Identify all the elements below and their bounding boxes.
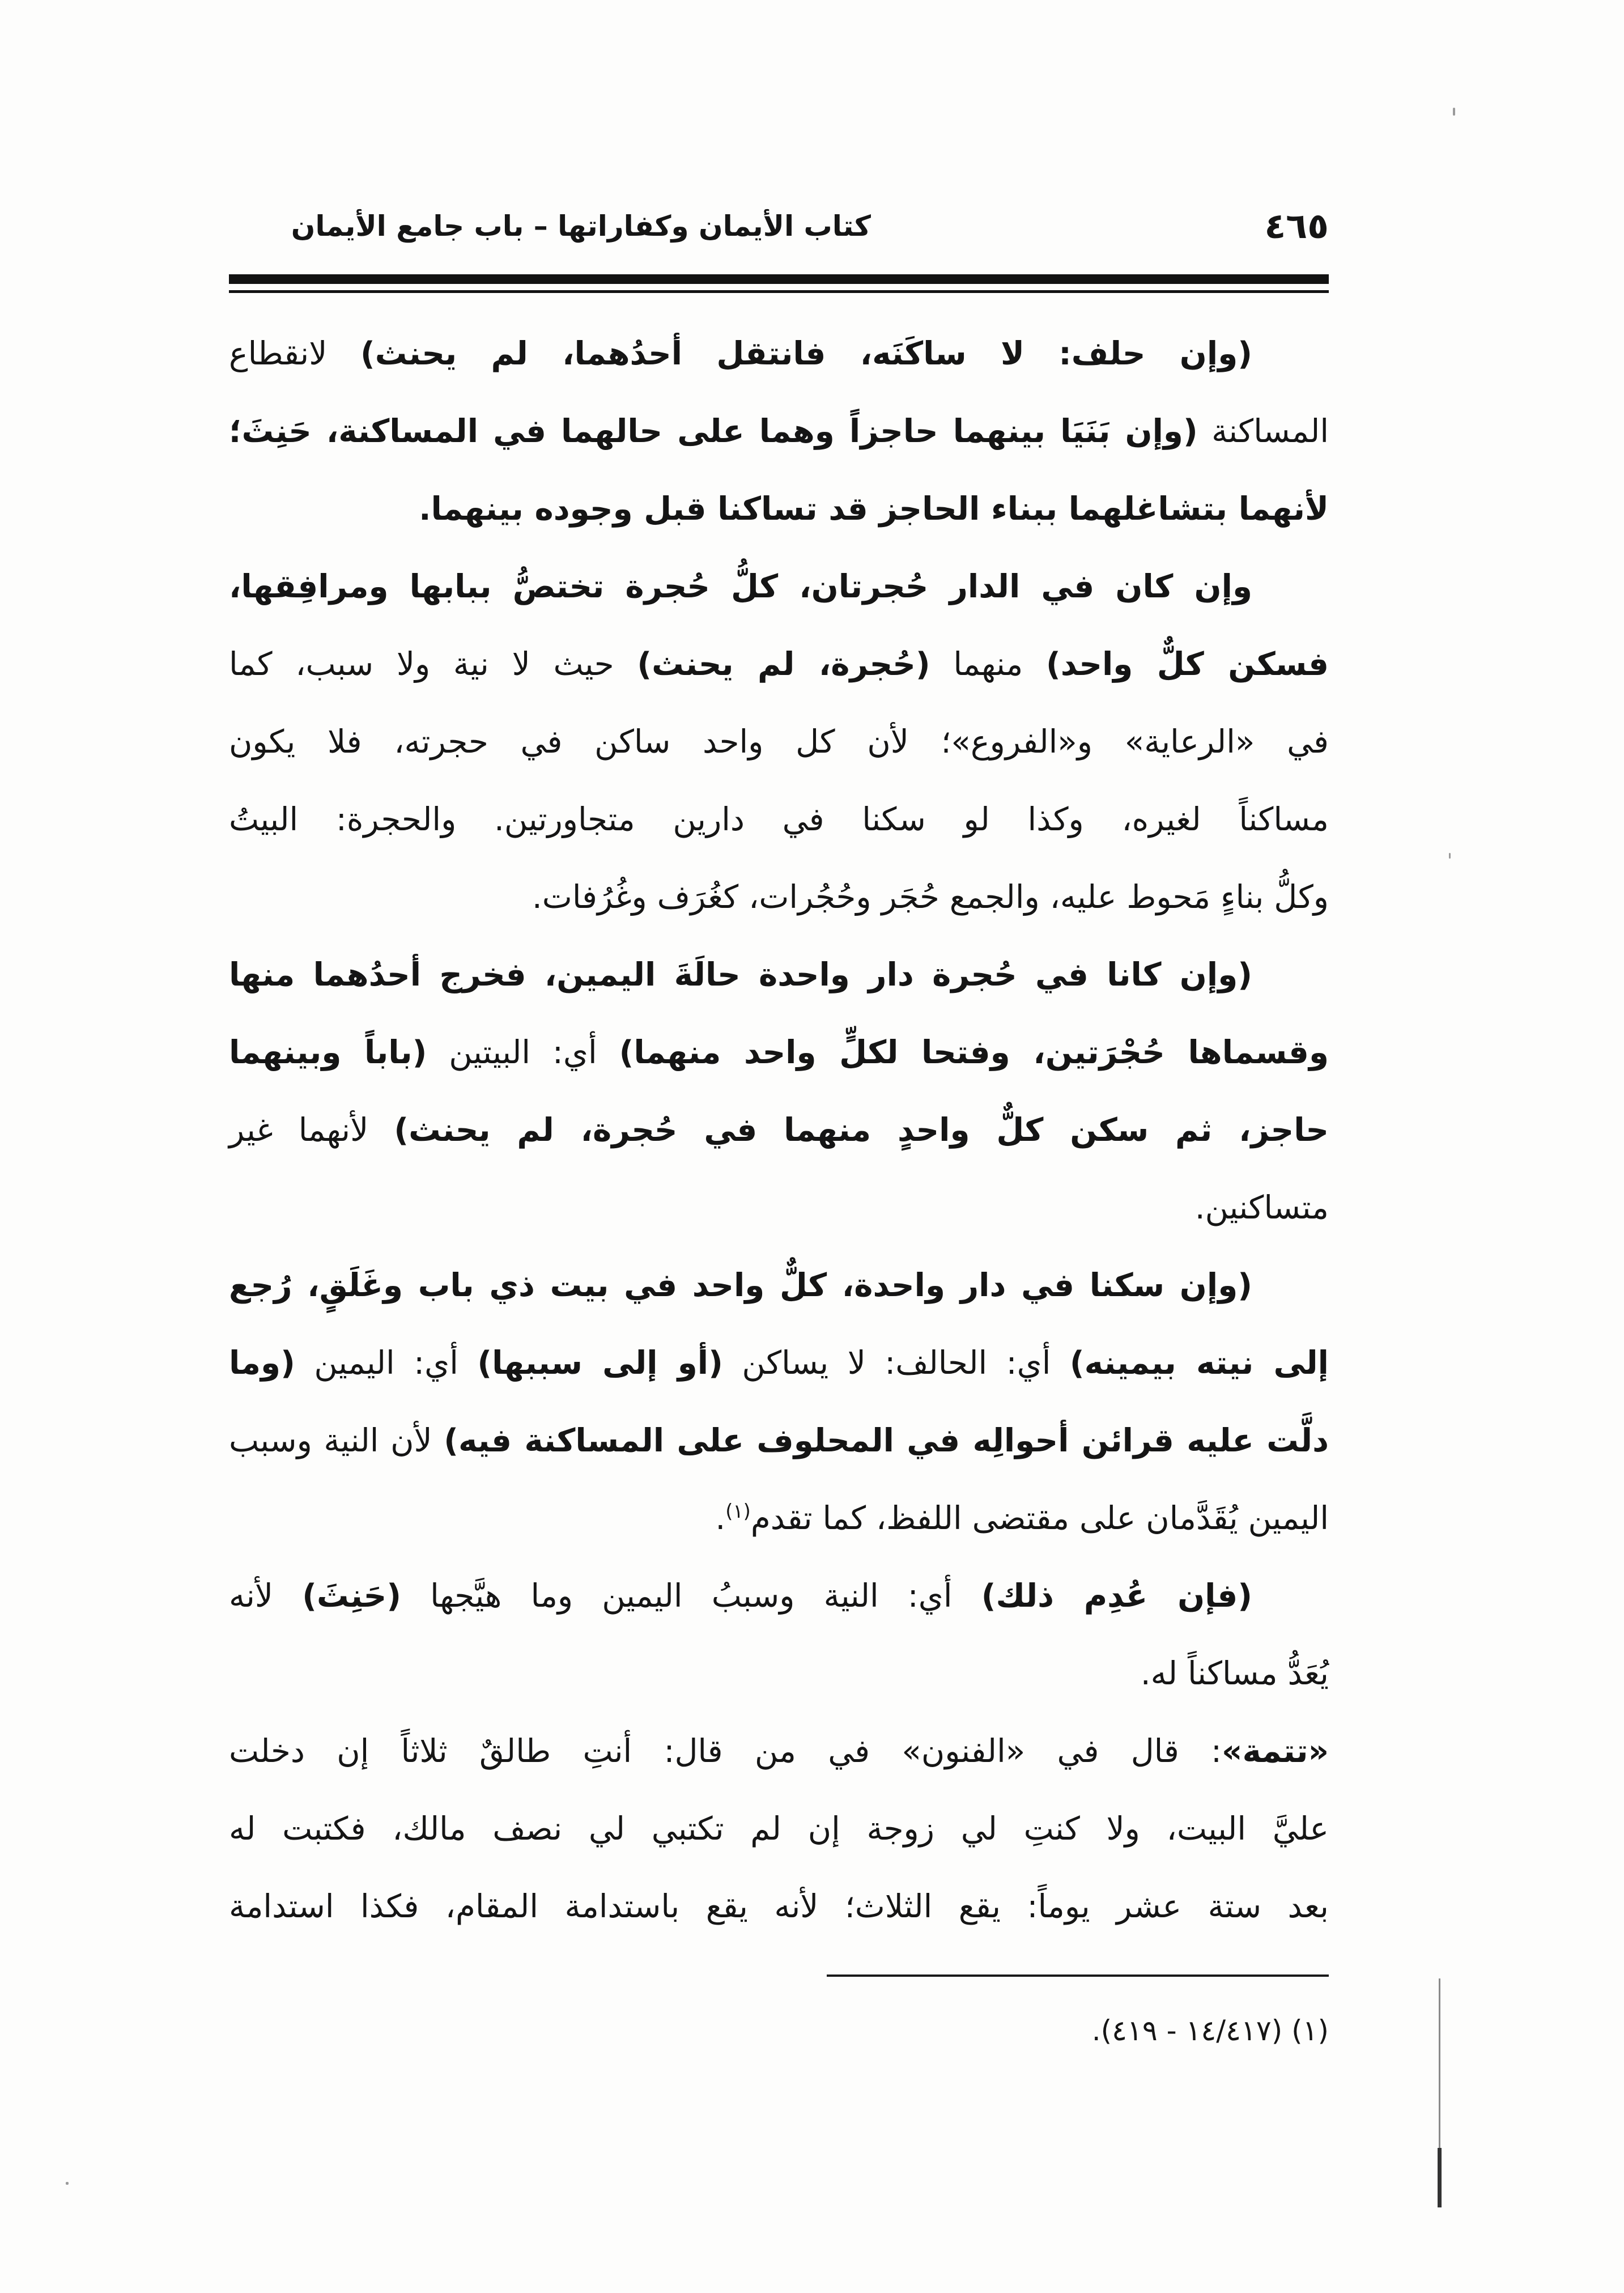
scan-speck (1449, 853, 1451, 859)
text-line (229, 1557, 1329, 1635)
text-line (229, 626, 1329, 703)
text-line (229, 859, 1329, 936)
commentary-text: المساكنة (1197, 413, 1329, 450)
running-title: كتاب الأيمان وكفاراتها – باب جامع الأيمان (291, 210, 871, 243)
text-line (229, 1635, 1329, 1713)
footnote-separator (827, 1974, 1329, 1977)
matn-text: (حُجرة، لم يحنث) (637, 646, 930, 683)
text-line (229, 1480, 1329, 1557)
matn-text: (باباً وبينهما (229, 1034, 427, 1071)
paragraph (229, 1557, 1329, 1713)
scan-speck (66, 2182, 69, 2185)
commentary-text: لأنه (229, 1578, 303, 1615)
matn-text: حاجز، ثم سكن كلٌّ واحدٍ منهما في حُجرة، لم يحنث) (394, 1112, 1329, 1149)
text-line (229, 781, 1329, 859)
text-line (229, 393, 1329, 470)
text-line (229, 1713, 1329, 1790)
commentary-text: في «الرعاية» و«الفروع»؛ لأن كل واحد ساكن في حجرته، فلا يكون (229, 724, 1329, 761)
footnote: (١) (١٤/٤١٧ - ٤١٩). (1091, 2014, 1329, 2047)
page-number: ٤٦٥ (1264, 205, 1329, 247)
commentary-text: اليمين يُقَدَّمان على مقتضى اللفظ، كما تقدم (750, 1500, 1329, 1537)
commentary-text: لأنهما غير (229, 1112, 394, 1149)
matn-text: (فإن عُدِم ذلك) (981, 1578, 1252, 1615)
text-line (229, 1790, 1329, 1868)
matn-text: دلَّت عليه قرائن أحوالِه في المحلوف على المساكنة فيه) (444, 1422, 1329, 1459)
paragraph (229, 315, 1329, 548)
commentary-text: لأن النية وسبب (229, 1422, 444, 1459)
matn-text: إلى نيته بيمينه) (1069, 1345, 1329, 1382)
paragraph (229, 1247, 1329, 1557)
commentary-text: حيث لا نية ولا سبب، كما (229, 646, 637, 683)
paragraph-tatimma (229, 1713, 1329, 1946)
matn-text: لأنهما بتشاغلهما ببناء الحاجز قد تساكنا قبل وجوده بينهما. (419, 491, 1329, 528)
commentary-text: أي: الحالف: لا يساكن (722, 1345, 1070, 1382)
matn-text: وإن كان في الدار حُجرتان، كلُّ حُجرة تختصُّ ببابها ومرافِقها، (229, 568, 1252, 605)
matn-text: فسكن كلٌّ واحد) (1046, 646, 1329, 683)
matn-text: (وإن سكنا في دار واحدة، كلٌّ واحد في بيت ذي باب وغَلَقٍ، رُجع (229, 1267, 1252, 1304)
matn-text: وقسماها حُجْرَتين، وفتحا لكلٍّ واحد منهما) (619, 1034, 1329, 1071)
commentary-text: : قال في «الفنون» في من قال: أنتِ طالقٌ ثلاثاً إن دخلت (229, 1733, 1222, 1770)
footnote-ref: (١) (725, 1500, 751, 1523)
text-line (229, 1324, 1329, 1402)
commentary-text: وكلُّ بناءٍ مَحوط عليه، والجمع حُجَر وحُجُرات، كغُرَف وغُرُفات. (532, 879, 1329, 916)
matn-text: (وما (229, 1345, 295, 1382)
commentary-text: يُعَدُّ مساكناً له. (1140, 1655, 1329, 1692)
matn-text: (وإن حلف: لا ساكَنَه، فانتقل أحدُهما، لم يحنث) (360, 336, 1253, 372)
commentary-text: أي: اليمين (295, 1345, 478, 1382)
matn-text: (أو إلى سببها) (477, 1345, 723, 1382)
commentary-text: مساكناً لغيره، وكذا لو سكنا في دارين متجاورتين. والحجرة: البيتُ (229, 801, 1329, 838)
commentary-text: أي: النية وسببُ اليمين وما هيَّجها (401, 1578, 981, 1615)
text-line (229, 1092, 1329, 1169)
matn-text: (وإن بَنَيَا بينهما حاجزاً وهما على حالهما في المساكنة، حَنِثَ؛ (229, 413, 1198, 450)
text-line (229, 1868, 1329, 1946)
commentary-text: متساكنين. (1194, 1190, 1329, 1226)
commentary-text: لانقطاع (229, 336, 360, 372)
matn-text: (وإن كانا في حُجرة دار واحدة حالَةَ اليمين، فخرج أحدُهما منها (229, 957, 1252, 993)
text-line (229, 315, 1329, 393)
text-line (229, 470, 1329, 548)
text-line (229, 548, 1329, 626)
matn-text: (حَنِثَ) (302, 1578, 401, 1615)
commentary-text: أي: البيتين (427, 1034, 619, 1071)
text-line (229, 1402, 1329, 1480)
paragraph (229, 548, 1329, 936)
commentary-text: بعد ستة عشر يوماً: يقع الثلاث؛ لأنه يقع باستدامة المقام، فكذا استدامة (229, 1888, 1329, 1925)
text-line (229, 1247, 1329, 1324)
header-rule-thin (229, 290, 1329, 293)
text-line (229, 703, 1329, 781)
text-line (229, 936, 1329, 1014)
body-text (229, 315, 1329, 1946)
scan-speck (1453, 108, 1455, 116)
commentary-text: منهما (930, 646, 1047, 683)
matn-text: «تتمة» (1222, 1733, 1329, 1770)
text-line (229, 1169, 1329, 1247)
text-line (229, 1014, 1329, 1092)
header-rule-thick (229, 274, 1329, 284)
scan-mark (1438, 2148, 1442, 2207)
paragraph (229, 936, 1329, 1247)
commentary-text: . (715, 1500, 726, 1537)
commentary-text: عليَّ البيت، ولا كنتِ لي زوجة إن لم تكتبي لي نصف مالك، فكتبت له (229, 1811, 1329, 1848)
